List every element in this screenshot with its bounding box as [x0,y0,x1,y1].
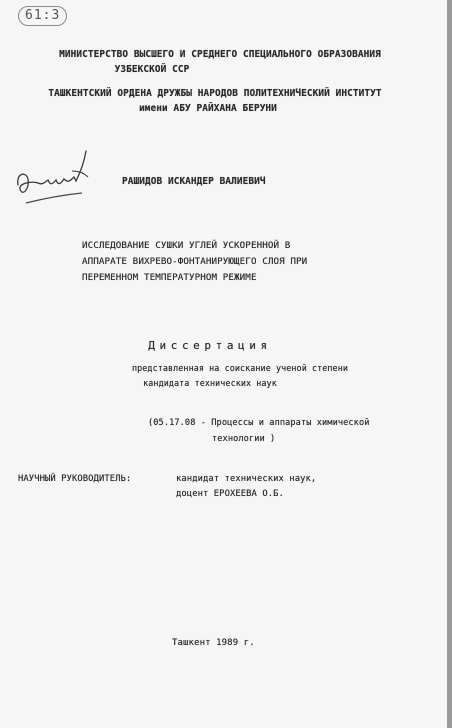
supervisor-degree: кандидат технических наук, [176,474,317,484]
author-name: РАШИДОВ ИСКАНДЕР ВАЛИЕВИЧ [122,176,266,187]
institute-line-1: ТАШКЕНТСКИЙ ОРДЕНА ДРУЖБЫ НАРОДОВ ПОЛИТЕХНИЧЕСКИЙ ИНСТИТУТ [48,88,382,99]
supervisor-label: НАУЧНЫЙ РУКОВОДИТЕЛЬ: [18,474,132,484]
degree-line-1: представленная на соискание ученой степени [132,363,348,373]
institute-line-2: имени АБУ РАЙХАНА БЕРУНИ [139,103,277,114]
title-line-2: АППАРАТЕ ВИХРЕВО-ФОНТАНИРУЮЩЕГО СЛОЯ ПРИ [82,256,308,267]
specialty-line-2: технологии ) [212,434,276,444]
supervisor-name: доцент ЕРОХЕЕВА О.Б. [176,489,284,499]
archive-stamp: 61:3 [18,6,67,26]
handwritten-signature [12,143,98,215]
ministry-line-1: МИНИСТЕРСТВО ВЫСШЕГО И СРЕДНЕГО СПЕЦИАЛЬНОГО ОБРАЗОВАНИЯ [59,49,381,60]
title-line-3: ПЕРЕМЕННОМ ТЕМПЕРАТУРНОМ РЕЖИМЕ [82,272,257,283]
degree-line-2: кандидата технических наук [143,378,277,388]
specialty-line-1: (05.17.08 - Процессы и аппараты химической [148,418,370,428]
place-and-year: Ташкент 1989 г. [172,638,255,648]
document-type: Диссертация [148,339,272,352]
title-line-1: ИССЛЕДОВАНИЕ СУШКИ УГЛЕЙ УСКОРЕННОЙ В [82,240,291,251]
ministry-line-2: УЗБЕКСКОЙ ССР [114,64,190,75]
